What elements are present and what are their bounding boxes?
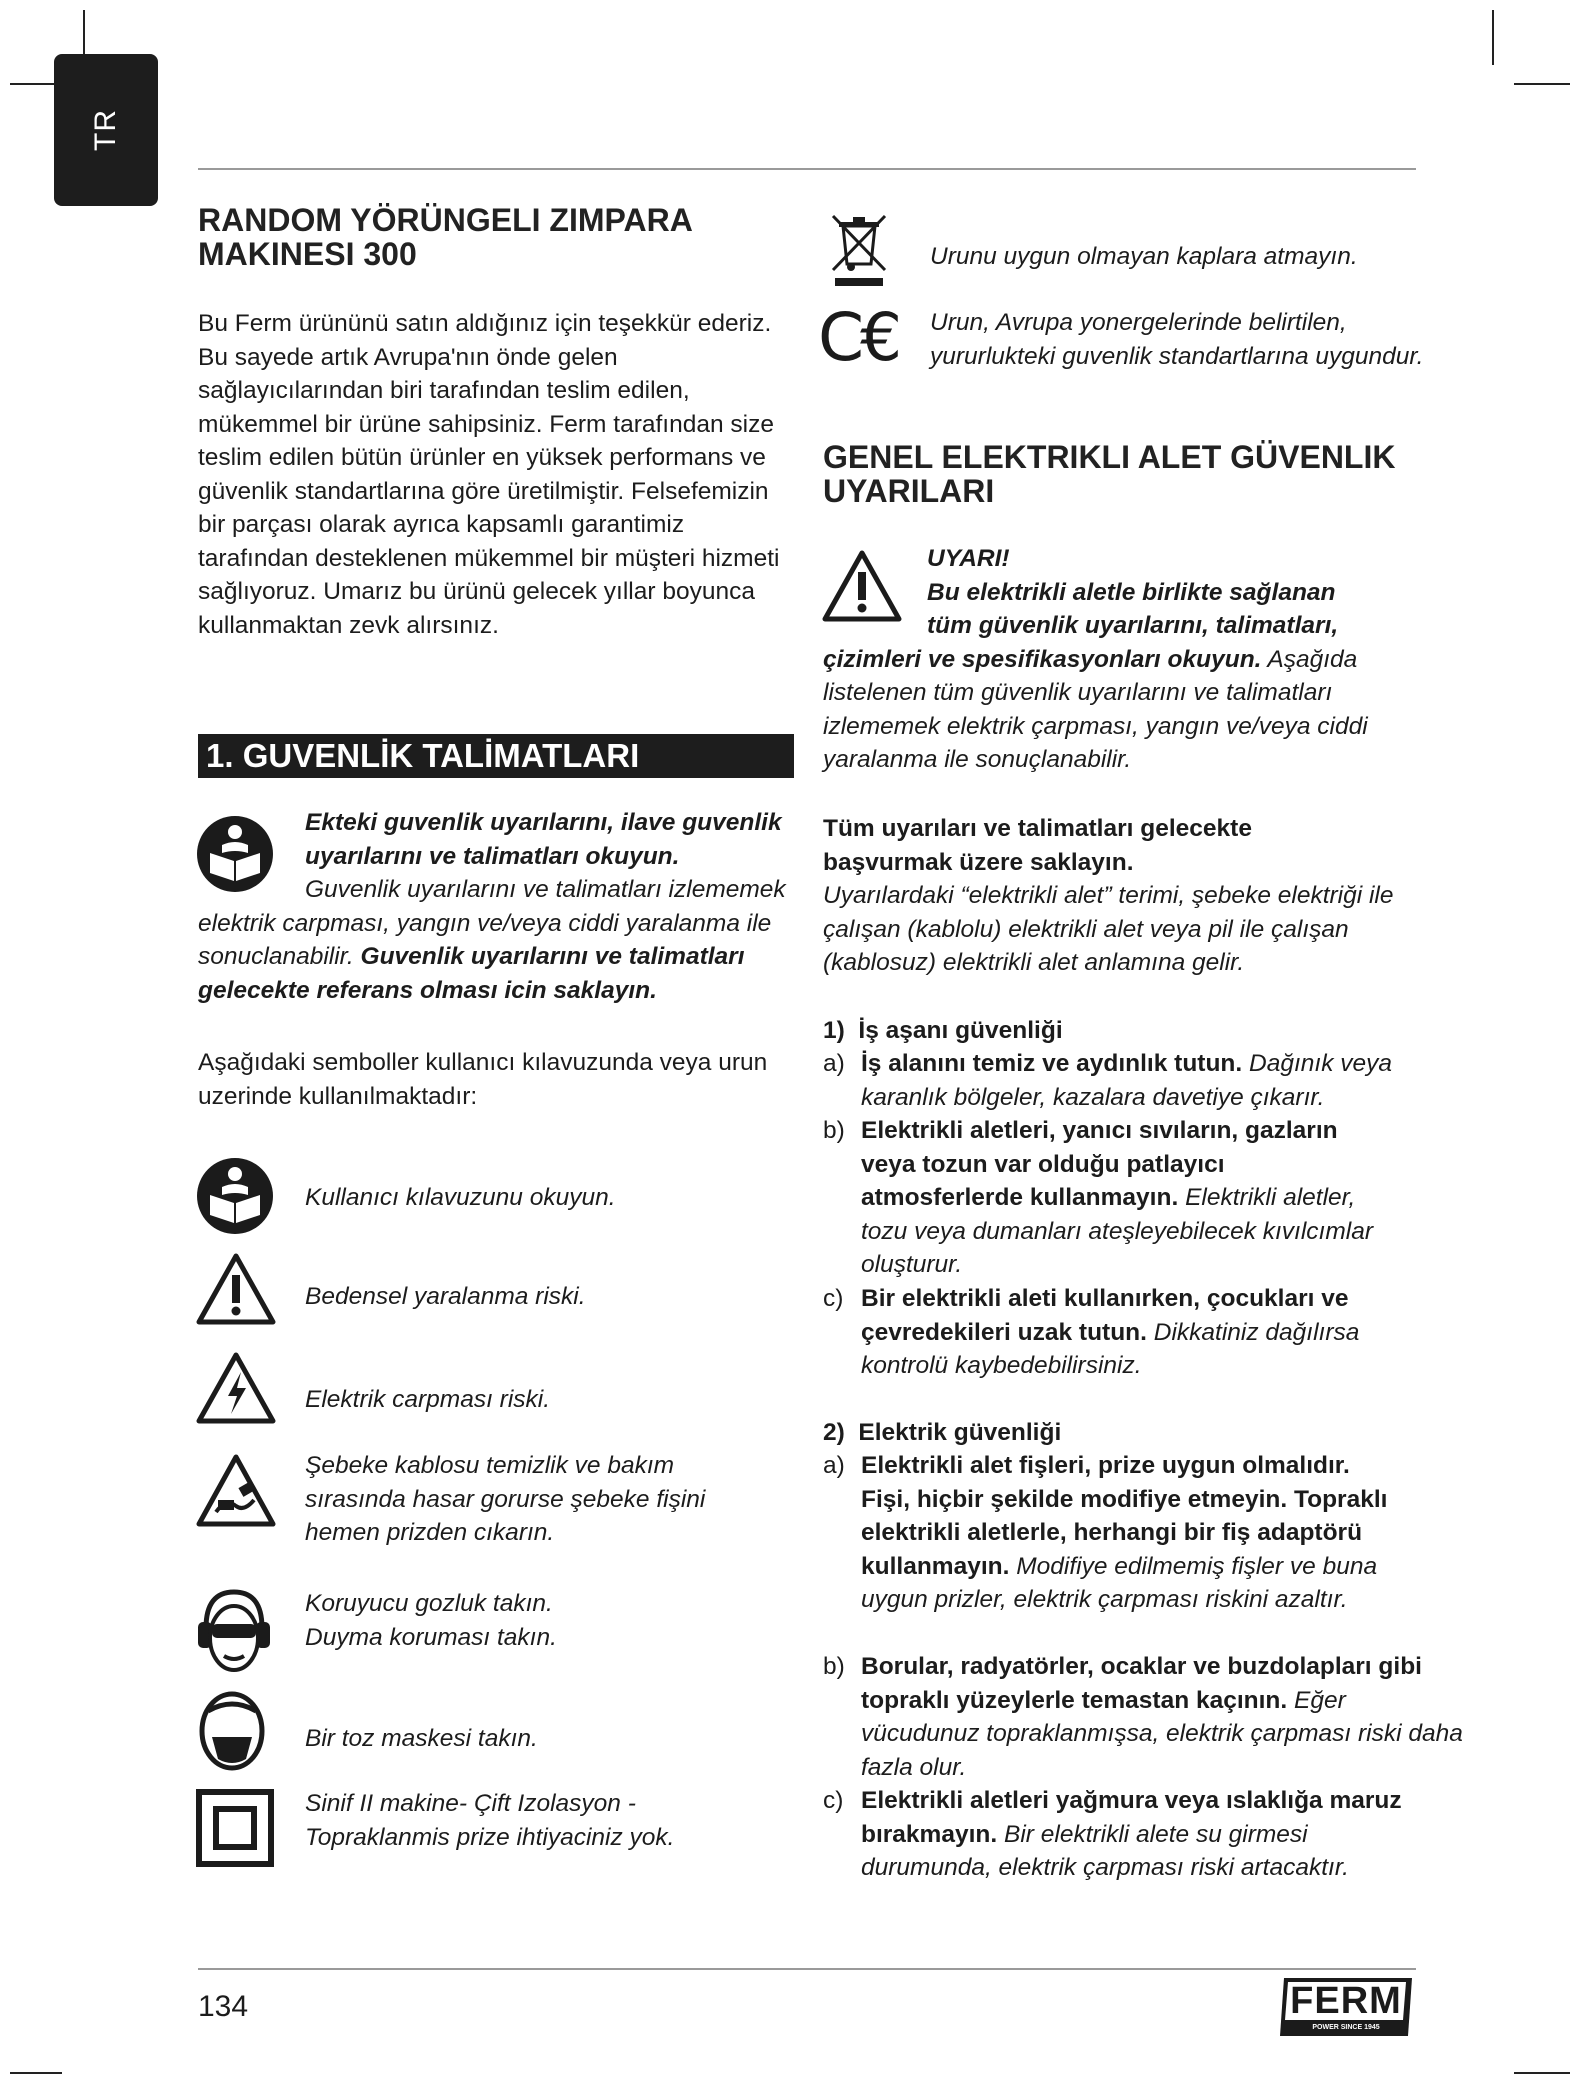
dust-mask-icon xyxy=(196,1691,268,1773)
list-letter: a) xyxy=(823,1452,845,1479)
list-bold: İş alanını temiz ve aydınlık tutun. xyxy=(861,1050,1243,1077)
warning-bold-line-3: çizimleri ve spesifikasyonları okuyun. xyxy=(823,645,1262,673)
read-warnings-keep: Guvenlik uyarılarını ve talimatları gelecekte referans olması icin saklayın. xyxy=(198,943,745,1004)
ferm-logo-tagline: POWER SINCE 1945 xyxy=(1312,2024,1380,2031)
warning-block xyxy=(823,542,1453,777)
list-text xyxy=(861,1449,1401,1617)
list-letter: b) xyxy=(823,1117,845,1144)
list-text xyxy=(861,1650,1471,1784)
symbol-text-goggles: Koruyucu gozluk takın. Duyma koruması takın. xyxy=(305,1590,557,1651)
section-work-area-heading: 1) İş aşanı güvenliği xyxy=(823,1017,1063,1044)
symbols-intro: Aşağıdaki semboller kullanıcı kılavuzunda veya urun uzerinde kullanılmaktadır: xyxy=(198,1049,768,1110)
bottom-rule xyxy=(198,1968,1416,1970)
list-letter: b) xyxy=(823,1653,845,1680)
list-letter: c) xyxy=(823,1787,844,1814)
warning-italic: Aşağıda listelenen tüm güvenlik uyarılarını ve talimatları izlememek elektrik çarpması, yangın ve/veya ciddi yaralanma ile sonuçlanabilir. xyxy=(823,645,1368,773)
list-italic: Dikkatiniz dağılırsa kontrolü kaybedebilirsiniz. xyxy=(861,1318,1360,1379)
weee-text: Urunu uygun olmayan kaplara atmayın. xyxy=(930,243,1358,270)
list-bold: Bir elektrikli aleti kullanırken, çocukları ve çevredekileri uzak tutun. xyxy=(861,1285,1349,1346)
list-text xyxy=(861,1047,1441,1114)
section-heading-safety: 1. GUVENLİK TALİMATLARI xyxy=(198,734,794,778)
read-warnings-italic: Guvenlik uyarılarını ve talimatları izlememek elektrik carpması, yangın ve/veya ciddi yaralanma ile sonuclanabilir. xyxy=(198,876,786,970)
list-italic: Dağınık veya karanlık bölgeler, kazalara davetiye çıkarır. xyxy=(861,1050,1393,1111)
crop-mark xyxy=(1514,2072,1570,2074)
list-item xyxy=(823,1784,1463,1918)
symbol-text-manual: Kullanıcı kılavuzunu okuyun. xyxy=(305,1184,616,1211)
unplug-icon xyxy=(196,1454,276,1528)
goggles-earmuffs-icon xyxy=(196,1588,272,1674)
warning-bold-line-2: tüm güvenlik uyarılarını, talimatları, xyxy=(927,612,1339,639)
symbol-text-injury: Bedensel yaralanma riski. xyxy=(305,1283,586,1310)
page-title xyxy=(198,203,798,271)
read-warnings-bold: Ekteki guvenlik uyarılarını, ilave guvenlik uyarılarını ve talimatları okuyun. xyxy=(305,809,782,870)
list-bold: Elektrikli aletleri, yanıcı sıvıların, gazların veya tozun var olduğu patlayıcı atmosferlerde kullanmayın. xyxy=(861,1117,1338,1211)
double-insulation-icon xyxy=(196,1789,274,1867)
warning-icon xyxy=(196,1253,276,1325)
keep-instructions-bold: Tüm uyarıları ve talimatları gelecekte başvurmak üzere saklayın. xyxy=(823,815,1252,876)
symbol-text-shock: Elektrik carpması riski. xyxy=(305,1386,551,1413)
list-bold: Elektrikli alet fişleri, prize uygun olmalıdır. Fişi, hiçbir şekilde modifiye etmeyin. Topraklı elektrikli aletlerle, herhangi bir fiş adaptörü kullanmayın. xyxy=(861,1452,1388,1580)
title-line-2: MAKINESI 300 xyxy=(198,236,417,272)
symbol-text-unplug: Şebeke kablosu temizlik ve bakım sırasında hasar gorurse şebeke fişini hemen prizden cıkarın. xyxy=(305,1452,706,1546)
warning-detail xyxy=(823,643,1453,777)
list-text xyxy=(861,1282,1441,1383)
language-tab xyxy=(54,54,158,206)
list-item xyxy=(823,1449,1463,1649)
title-line-1: RANDOM YÖRÜNGELI ZIMPARA xyxy=(198,202,693,238)
weee-bin-icon xyxy=(829,212,889,288)
list-item xyxy=(823,1114,1463,1284)
page-number: 134 xyxy=(198,1990,249,2023)
top-rule xyxy=(198,168,1416,170)
language-code: TR xyxy=(89,109,122,151)
symbol-text-mask: Bir toz maskesi takın. xyxy=(305,1725,538,1752)
list-bold: Borular, radyatörler, ocaklar ve buzdolapları gibi topraklı yüzeylerle temastan kaçının. xyxy=(861,1653,1422,1714)
symbol-text-class2: Sinif II makine- Çift Izolasyon - Topraklanmis prize ihtiyaciniz yok. xyxy=(305,1790,675,1851)
list-text xyxy=(861,1784,1421,1885)
crop-mark xyxy=(1492,10,1494,65)
electric-shock-icon xyxy=(196,1352,276,1424)
list-item xyxy=(823,1047,1463,1117)
warning-bold-line-1: Bu elektrikli aletle birlikte sağlanan xyxy=(927,578,1336,606)
general-heading-line-2: UYARILARI xyxy=(823,473,995,509)
list-italic: Modifiye edilmemiş fişler ve buna uygun prizler, elektrik çarpması riskini azaltır. xyxy=(861,1552,1378,1613)
read-warnings-block xyxy=(198,806,802,1007)
keep-instructions xyxy=(823,812,1423,980)
section-electrical-heading: 2) Elektrik güvenliği xyxy=(823,1419,1062,1446)
list-text xyxy=(861,1114,1391,1282)
list-item xyxy=(823,1650,1473,1784)
manual-icon xyxy=(196,1157,274,1235)
ce-mark-icon: C€ xyxy=(818,299,899,376)
list-letter: c) xyxy=(823,1285,844,1312)
ferm-logo-text: FERM xyxy=(1290,1980,1402,2022)
ferm-logo xyxy=(1276,1974,1416,2040)
list-italic: Elektrikli aletler, tozu veya dumanları ateşleyebilecek kıvılcımlar oluşturur. xyxy=(861,1184,1373,1278)
list-item xyxy=(823,1282,1463,1382)
general-heading-line-1: GENEL ELEKTRIKLI ALET GÜVENLIK xyxy=(823,439,1396,475)
list-letter: a) xyxy=(823,1050,845,1077)
power-tool-term: Uyarılardaki “elektrikli alet” terimi, şebeke elektriği ile çalışan (kablolu) elektrikli alet veya pil ile çalışan (kablosuz) elektrikli alet anlamına gelir. xyxy=(823,882,1394,976)
general-safety-heading xyxy=(823,440,1453,508)
warning-label: UYARI! xyxy=(927,545,1010,572)
intro-paragraph: Bu Ferm ürününü satın aldığınız için teşekkür ederiz. Bu sayede artık Avrupa'nın önde gelen sağlayıcılarından biri tarafından teslim edilen, mükemmel bir ürüne sahipsiniz. Ferm tarafından size teslim edilen bütün ürünler en yüksek performans ve güvenlik standartlarına göre üretilmiştir. Felsefemizin bir parçası olarak ayrıca kapsamlı garantimiz tarafından desteklenen mükemmel bir müşteri hizmeti sağlıyoruz. Umarız bu ürünü gelecek yıllar boyunca kullanmaktan zevk alırsınız. xyxy=(198,310,780,639)
ce-text: Urun, Avrupa yonergelerinde belirtilen, yururlukteki guvenlik standartlarına uygundur. xyxy=(930,309,1424,370)
crop-mark xyxy=(10,2072,62,2074)
crop-mark xyxy=(1514,83,1570,85)
list-italic: Bir elektrikli alete su girmesi durumunda, elektrik çarpması riski artacaktır. xyxy=(861,1820,1349,1881)
list-italic: Eğer vücudunuz topraklanmışsa, elektrik çarpması riski daha fazla olur. xyxy=(861,1686,1463,1781)
read-warnings-detail xyxy=(198,873,802,1007)
list-bold: Elektrikli aletleri yağmura veya ıslaklığa maruz bırakmayın. xyxy=(861,1787,1402,1848)
